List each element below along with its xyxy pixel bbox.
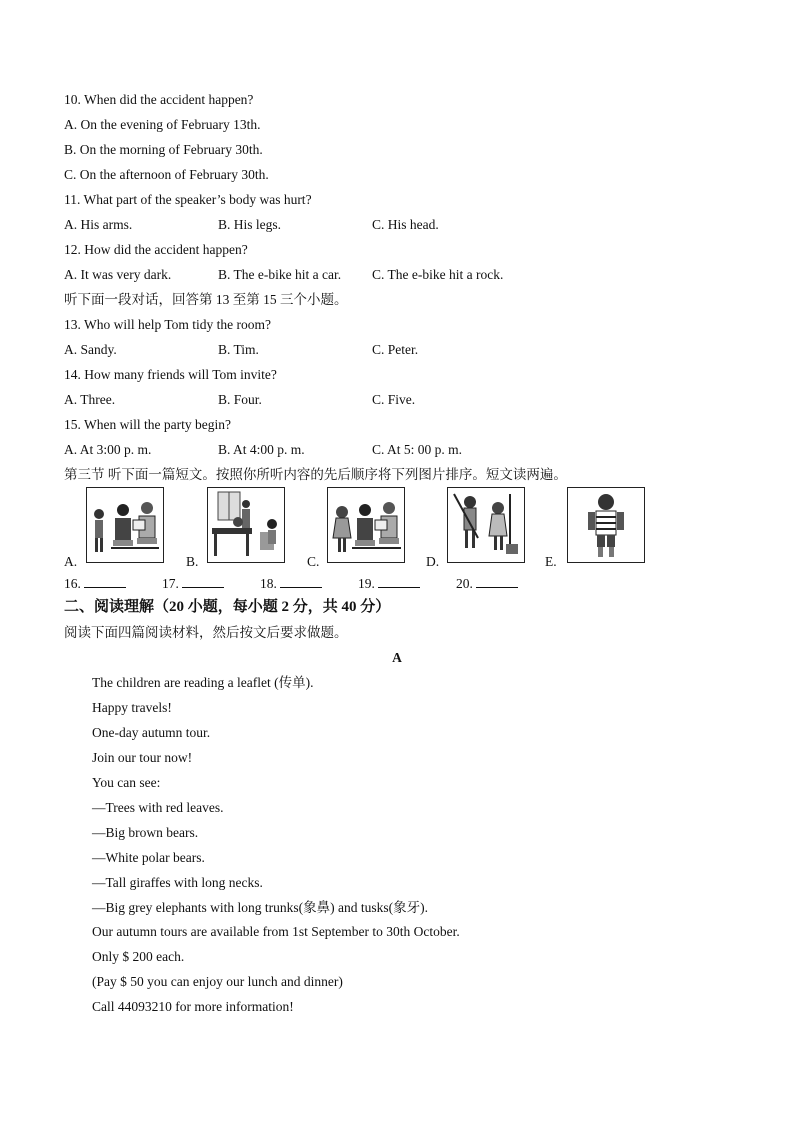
- passage-line: The children are reading a leaflet (传单).: [92, 675, 314, 690]
- blank-line: [182, 575, 224, 588]
- option-12a: A. It was very dark.: [64, 267, 172, 282]
- passage-line: —White polar bears.: [92, 850, 205, 865]
- passage-line: Call 44093210 for more information!: [92, 999, 294, 1014]
- option-14a: A. Three.: [64, 392, 116, 407]
- option-11b: B. His legs.: [218, 217, 282, 232]
- dialog-instruction: 听下面一段对话，回答第 13 至第 15 三个小题。: [64, 292, 348, 307]
- option-15c: C. At 5: 00 p. m.: [372, 442, 463, 457]
- passage-line: You can see:: [92, 775, 161, 790]
- passage-line: —Big grey elephants with long trunks(象鼻) and tusks(象牙).: [92, 900, 428, 915]
- option-12c: C. The e-bike hit a rock.: [372, 267, 504, 282]
- passage-line: —Trees with red leaves.: [92, 800, 224, 815]
- reading-instruction: 阅读下面四篇阅读材料，然后按文后要求做题。: [64, 625, 348, 640]
- question-10: 10. When did the accident happen?: [64, 92, 254, 107]
- blank-line: [476, 575, 518, 588]
- option-10a: A. On the evening of February 13th.: [64, 117, 261, 132]
- passage-line: Happy travels!: [92, 700, 172, 715]
- option-15b: B. At 4:00 p. m.: [218, 442, 305, 457]
- blank-line: [378, 575, 420, 588]
- passage-line: Join our tour now!: [92, 750, 193, 765]
- passage-title: A: [392, 650, 402, 665]
- picture-d-cleaning-icon: [447, 487, 525, 563]
- passage-line: —Big brown bears.: [92, 825, 199, 840]
- answer-blank-19[interactable]: 19.: [358, 575, 420, 592]
- picture-label-a: A.: [64, 554, 78, 569]
- picture-a-family-icon: [86, 487, 164, 563]
- option-13b: B. Tim.: [218, 342, 259, 357]
- option-10c: C. On the afternoon of February 30th.: [64, 167, 269, 182]
- section3-instruction: 第三节 听下面一篇短文。按照你所听内容的先后顺序将下列图片排序。短文读两遍。: [64, 467, 567, 482]
- passage-line: (Pay $ 50 you can enjoy our lunch and dinner): [92, 974, 343, 989]
- picture-label-e: E.: [545, 554, 557, 569]
- option-11a: A. His arms.: [64, 217, 133, 232]
- option-14c: C. Five.: [372, 392, 416, 407]
- option-13a: A. Sandy.: [64, 342, 117, 357]
- picture-label-b: B.: [186, 554, 199, 569]
- option-11c: C. His head.: [372, 217, 439, 232]
- picture-c-family-icon: [327, 487, 405, 563]
- picture-label-d: D.: [426, 554, 440, 569]
- picture-b-dinner-icon: [207, 487, 285, 563]
- picture-label-c: C.: [307, 554, 320, 569]
- question-12: 12. How did the accident happen?: [64, 242, 248, 257]
- blank-line: [280, 575, 322, 588]
- option-10b: B. On the morning of February 30th.: [64, 142, 263, 157]
- picture-e-boy-icon: [567, 487, 645, 563]
- answer-blank-20[interactable]: 20.: [456, 575, 518, 592]
- passage-line: Our autumn tours are available from 1st September to 30th October.: [92, 924, 460, 939]
- answer-blank-17[interactable]: 17.: [162, 575, 224, 592]
- passage-line: Only $ 200 each.: [92, 949, 185, 964]
- question-14: 14. How many friends will Tom invite?: [64, 367, 277, 382]
- option-12b: B. The e-bike hit a car.: [218, 267, 342, 282]
- passage-line: One-day autumn tour.: [92, 725, 211, 740]
- reading-heading: 二、阅读理解（20 小题，每小题 2 分，共 40 分）: [64, 599, 391, 615]
- blank-line: [84, 575, 126, 588]
- option-14b: B. Four.: [218, 392, 262, 407]
- option-13c: C. Peter.: [372, 342, 419, 357]
- passage-line: —Tall giraffes with long necks.: [92, 875, 263, 890]
- question-15: 15. When will the party begin?: [64, 417, 231, 432]
- question-11: 11. What part of the speaker’s body was hurt?: [64, 192, 312, 207]
- answer-blank-16[interactable]: 16.: [64, 575, 126, 592]
- question-13: 13. Who will help Tom tidy the room?: [64, 317, 272, 332]
- answer-blank-18[interactable]: 18.: [260, 575, 322, 592]
- option-15a: A. At 3:00 p. m.: [64, 442, 152, 457]
